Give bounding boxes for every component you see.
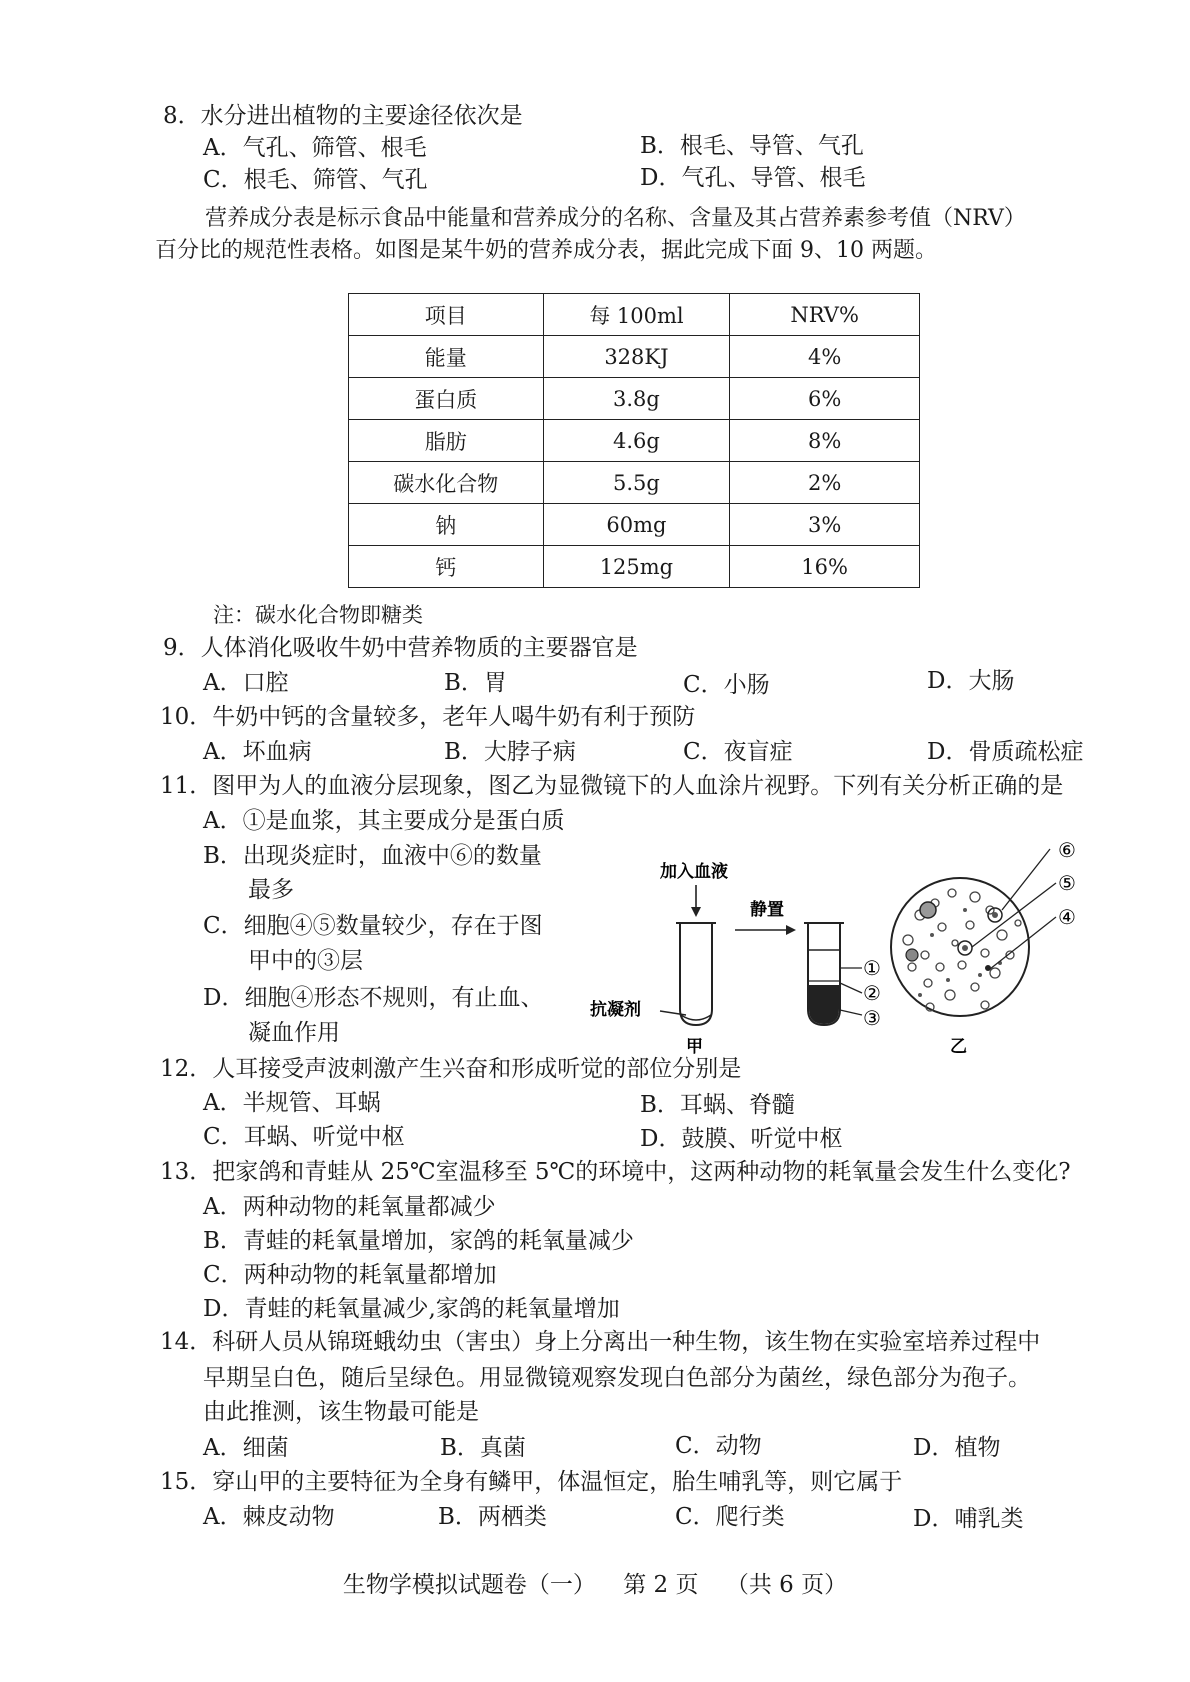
q11-option-c: C．细胞④⑤数量较少，存在于图: [203, 913, 543, 939]
q8-option-d: D．气孔、导管、根毛: [640, 165, 866, 191]
q10-option-a: A．坏血病: [203, 739, 312, 765]
table-row: [349, 378, 920, 420]
table-header-cell: 每 100ml: [543, 294, 730, 336]
table-cell: 碳水化合物: [349, 462, 544, 504]
table-cell: 2%: [730, 462, 920, 504]
table-cell: 60mg: [543, 504, 730, 546]
table-cell: 4.6g: [543, 420, 730, 462]
label-1: ①: [863, 956, 881, 980]
table-cell: 125mg: [543, 546, 730, 588]
table-cell: 4%: [730, 336, 920, 378]
nutrition-table: [348, 293, 920, 588]
table-cell: 3%: [730, 504, 920, 546]
label-2-pointer: [840, 983, 862, 993]
figure-yi-label: 乙: [950, 1037, 967, 1057]
q9-option-c: C．小肠: [683, 672, 770, 698]
cell-5-nucleus: [962, 945, 968, 951]
table-cell: 5.5g: [543, 462, 730, 504]
q11-option-d: D．细胞④形态不规则，有止血、: [203, 985, 544, 1011]
q11-option-c-cont: 甲中的③层: [248, 948, 363, 974]
table-row: [349, 462, 920, 504]
table-header-cell: 项目: [349, 294, 544, 336]
cell-6-nucleus: [992, 912, 998, 918]
table-header-row: [349, 294, 920, 336]
q14-option-d: D．植物: [913, 1435, 1001, 1461]
anticoagulant-label: 抗凝剂: [590, 1000, 641, 1020]
q13-option-c: C．两种动物的耗氧量都增加: [203, 1262, 497, 1288]
label-3-pointer: [840, 1010, 862, 1015]
table-cell: 8%: [730, 420, 920, 462]
table-row: [349, 546, 920, 588]
q11-stem: 11．图甲为人的血液分层现象，图乙为显微镜下的人血涂片视野。下列有关分析正确的是: [160, 773, 1064, 799]
q12-option-b: B．耳蜗、脊髓: [640, 1092, 795, 1118]
table-cell: 6%: [730, 378, 920, 420]
q15-option-c: C．爬行类: [675, 1504, 785, 1530]
q12-option-c: C．耳蜗、听觉中枢: [203, 1124, 405, 1150]
stand-arrowhead: [786, 925, 796, 935]
figure-jia-label: 甲: [686, 1037, 703, 1057]
table-cell: 钠: [349, 504, 544, 546]
table-cell: 能量: [349, 336, 544, 378]
label-2: ②: [863, 981, 881, 1005]
intro-line-1: 营养成分表是标示食品中能量和营养成分的名称、含量及其占营养素参考值（NRV）: [205, 206, 1026, 231]
table-row: [349, 336, 920, 378]
cell-4: [985, 965, 991, 971]
q11-option-b: B．出现炎症时，血液中⑥的数量: [203, 843, 542, 869]
footer-page-number: 第 2 页: [623, 1572, 699, 1598]
q10-stem: 10．牛奶中钙的含量较多，老年人喝牛奶有利于预防: [160, 704, 696, 730]
blood-figure: [590, 838, 1110, 1057]
page-footer: [0, 1566, 1190, 1599]
q9-option-a: A．口腔: [203, 670, 289, 696]
label-4: ④: [1058, 905, 1076, 929]
q10-option-c: C．夜盲症: [683, 739, 793, 765]
q12-option-d: D．鼓膜、听觉中枢: [640, 1126, 843, 1152]
q14-option-b: B．真菌: [440, 1435, 526, 1461]
q8-stem: 8．水分进出植物的主要途径依次是: [163, 103, 523, 129]
q12-stem: 12．人耳接受声波刺激产生兴奋和形成听觉的部位分别是: [160, 1056, 742, 1082]
table-cell: 16%: [730, 546, 920, 588]
table-cell: 脂肪: [349, 420, 544, 462]
label-5: ⑤: [1058, 871, 1076, 895]
label-3: ③: [863, 1006, 881, 1030]
q14-stem-line-1: 14．科研人员从锦斑蛾幼虫（害虫）身上分离出一种生物，该生物在实验室培养过程中: [160, 1329, 1041, 1355]
white-blood-cell-b: [906, 949, 918, 961]
q10-option-d: D．骨质疏松症: [927, 739, 1084, 765]
add-blood-label: 加入血液: [660, 862, 728, 882]
q11-option-b-cont: 最多: [248, 877, 294, 903]
table-cell: 3.8g: [543, 378, 730, 420]
q13-option-a: A．两种动物的耗氧量都减少: [203, 1194, 496, 1220]
table-note: 注：碳水化合物即糖类: [213, 603, 423, 627]
table-cell: 328KJ: [543, 336, 730, 378]
footer-page-total: （共 6 页）: [725, 1572, 848, 1598]
q11-option-d-cont: 凝血作用: [248, 1020, 340, 1046]
table-header-cell: NRV%: [730, 294, 920, 336]
q13-option-b: B．青蛙的耗氧量增加，家鸽的耗氧量减少: [203, 1228, 634, 1254]
q8-option-c: C．根毛、筛管、气孔: [203, 167, 428, 193]
q9-option-b: B．胃: [444, 670, 507, 696]
q9-option-d: D．大肠: [927, 668, 1015, 694]
label-5-pointer: [972, 883, 1056, 947]
q10-option-b: B．大脖子病: [444, 739, 576, 765]
anticoagulant-layer: [681, 1015, 711, 1020]
table-cell: 蛋白质: [349, 378, 544, 420]
q14-stem-line-2: 早期呈白色，随后呈绿色。用显微镜观察发现白色部分为菌丝，绿色部分为孢子。: [203, 1365, 1031, 1391]
white-blood-cell-a: [920, 902, 936, 918]
q8-option-a: A．气孔、筛管、根毛: [203, 135, 427, 161]
footer-title: 生物学模拟试题卷（一）: [342, 1572, 596, 1598]
red-cell-layer: [809, 985, 839, 1024]
table-row: [349, 504, 920, 546]
q15-stem: 15．穿山甲的主要特征为全身有鳞甲，体温恒定，胎生哺乳等，则它属于: [160, 1469, 903, 1495]
table-cell: 钙: [349, 546, 544, 588]
q9-stem: 9．人体消化吸收牛奶中营养物质的主要器官是: [163, 635, 638, 661]
q15-option-a: A．棘皮动物: [203, 1504, 335, 1530]
add-blood-arrowhead: [691, 907, 701, 917]
microscope-field: [891, 878, 1029, 1016]
anticoagulant-pointer: [660, 1011, 686, 1015]
table-row: [349, 420, 920, 462]
q12-option-a: A．半规管、耳蜗: [203, 1090, 381, 1116]
q11-option-a: A．①是血浆，其主要成分是蛋白质: [203, 808, 565, 834]
q8-option-b: B．根毛、导管、气孔: [640, 133, 864, 159]
q13-option-d: D．青蛙的耗氧量减少,家鸽的耗氧量增加: [203, 1296, 620, 1322]
test-tube-1: [680, 923, 712, 1025]
intro-line-2: 百分比的规范性表格。如图是某牛奶的营养成分表，据此完成下面 9、10 两题。: [155, 238, 937, 263]
label-6: ⑥: [1058, 838, 1076, 862]
label-4-pointer: [990, 917, 1056, 969]
label-6-pointer: [1002, 849, 1050, 910]
q15-option-d: D．哺乳类: [913, 1506, 1024, 1532]
q13-stem: 13．把家鸽和青蛙从 25℃室温移至 5℃的环境中，这两种动物的耗氧量会发生什么变化?: [160, 1159, 1071, 1185]
stand-label: 静置: [750, 900, 784, 920]
q14-option-a: A．细菌: [203, 1435, 289, 1461]
q15-option-b: B．两栖类: [438, 1504, 547, 1530]
q14-stem-line-3: 由此推测，该生物最可能是: [203, 1399, 479, 1425]
q14-option-c: C．动物: [675, 1433, 762, 1459]
